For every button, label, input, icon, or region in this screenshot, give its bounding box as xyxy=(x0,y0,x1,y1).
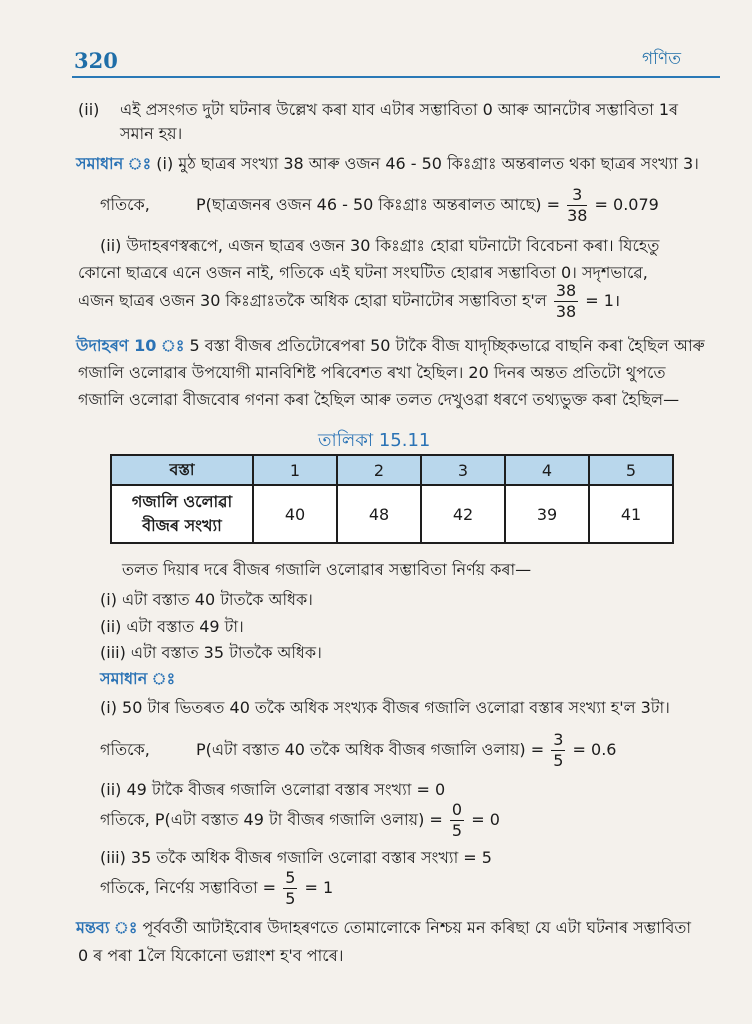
note-text: পূৰ্ববৰ্তী আটাইবোৰ উদাহৰণতে তোমালোকে নিশ্চয় মন কৰিছা যে এটা ঘটনাৰ সম্ভাবিতা xyxy=(142,918,692,937)
text-line: কোনো ছাত্ৰৰে এনে ওজন নাই, গতিকে এই ঘটনা সংঘটিত হোৱাৰ সম্ভাবিতা 0। সদৃশভাৱে, xyxy=(78,263,648,282)
equation-result: = 1 xyxy=(304,878,334,897)
page-number: 320 xyxy=(74,48,118,73)
text-line: সমান হয়। xyxy=(120,124,183,143)
equation-line xyxy=(100,868,333,909)
table-row xyxy=(111,485,673,543)
fraction: $\frac{3}{38}$ xyxy=(567,185,588,225)
equation-line xyxy=(100,800,500,841)
solution-label: সমাধান ঃ xyxy=(76,154,152,173)
table-cell: 4 xyxy=(505,455,589,485)
equation-text: গতিকে, P(এটা বস্তাত 49 টা বীজৰ গজালি ওলায়) = xyxy=(100,810,443,829)
fraction: $\frac{3}{5}$ xyxy=(553,730,564,770)
note-line xyxy=(76,918,691,938)
equation-result: = 0 xyxy=(471,810,500,829)
table-caption: তালিকা 15.11 xyxy=(318,430,431,451)
equation-text: গতিকে, নিৰ্ণেয় সম্ভাবিতা = xyxy=(100,878,277,897)
equation-text: P(ছাত্ৰজনৰ ওজন 46 - 50 কিঃগ্ৰাঃ অন্তৰালত আছে) = xyxy=(195,195,560,214)
table-cell: 42 xyxy=(421,485,505,543)
question-item: (ii) এটা বস্তাত 49 টা। xyxy=(100,617,244,636)
text-line: 0 ৰ পৰা 1লৈ যিকোনো ভগ্নাংশ হ'ব পাৰে। xyxy=(78,946,344,965)
table-cell: 3 xyxy=(421,455,505,485)
text-line: তলত দিয়াৰ দৰে বীজৰ গজালি ওলোৱাৰ সম্ভাবিতা নিৰ্ণয় কৰা— xyxy=(122,560,532,579)
solution-label: সমাধান ঃ xyxy=(100,669,176,688)
equation-line xyxy=(100,730,616,771)
table-cell: 39 xyxy=(505,485,589,543)
text-line: এই প্ৰসংগত দুটা ঘটনাৰ উল্লেখ কৰা যাব এটাৰ সম্ভাবিতা 0 আৰু আনটোৰ সম্ভাবিতা 1ৰ xyxy=(120,100,679,119)
fraction: $\frac{0}{5}$ xyxy=(451,800,463,840)
fraction: $\frac{38}{38}$ xyxy=(555,281,577,321)
table-cell: 5 xyxy=(589,455,673,485)
solution-line xyxy=(76,154,699,174)
example-line xyxy=(76,336,705,356)
equation-prefix: গতিকে, xyxy=(100,195,150,214)
row-label-line: বীজৰ সংখ্যা xyxy=(142,516,222,535)
equation-result: = 0.079 xyxy=(594,195,659,214)
equation-line xyxy=(100,185,659,226)
equation-text: এজন ছাত্ৰৰ ওজন 30 কিঃগ্ৰাঃতকৈ অধিক হোৱা ঘটনাটোৰ সম্ভাবিতা হ'ল xyxy=(78,291,547,310)
text-line: (iii) 35 তকৈ অধিক বীজৰ গজালি ওলোৱা বস্তাৰ সংখ্যা = 5 xyxy=(100,848,492,867)
text-line: গজালি ওলোৱাৰ উপযোগী মানবিশিষ্ট পৰিবেশত ৰখা হৈছিল। 20 দিনৰ অন্তত প্ৰতিটো থুপতে xyxy=(78,363,666,382)
table-header-cell xyxy=(111,485,253,543)
table-cell: 1 xyxy=(253,455,337,485)
row-label-line: গজালি ওলোৱা xyxy=(131,492,233,511)
table-cell: 48 xyxy=(337,485,421,543)
text-line: (ii) 49 টাকৈ বীজৰ গজালি ওলোৱা বস্তাৰ সংখ্যা = 0 xyxy=(100,780,446,799)
equation-result: = 0.6 xyxy=(572,740,617,759)
table-cell: 2 xyxy=(337,455,421,485)
equation-text: P(এটা বস্তাত 40 তকৈ অধিক বীজৰ গজালি ওলায়) = xyxy=(195,740,545,759)
question-item: (iii) এটা বস্তাত 35 টাতকৈ অধিক। xyxy=(100,643,322,662)
section-header: গণিত xyxy=(642,49,682,69)
fraction: $\frac{5}{5}$ xyxy=(285,868,296,908)
table-row xyxy=(111,455,673,485)
header-rule xyxy=(72,76,720,78)
item-number-ii: (ii) xyxy=(78,100,100,119)
note-label: মন্তব্য ঃ xyxy=(76,918,138,937)
table-cell: 41 xyxy=(589,485,673,543)
table-cell: 40 xyxy=(253,485,337,543)
question-item: (i) এটা বস্তাত 40 টাতকৈ অধিক। xyxy=(100,590,313,609)
solution-text: (i) মুঠ ছাত্ৰৰ সংখ্যা 38 আৰু ওজন 46 - 50 কিঃগ্ৰাঃ অন্তৰালত থকা ছাত্ৰৰ সংখ্যা 3। xyxy=(156,154,699,173)
example-label: উদাহৰণ 10 ঃ xyxy=(76,336,185,355)
text-line: গজালি ওলোৱা বীজবোৰ গণনা কৰা হৈছিল আৰু তলত দেখুওৱা ধৰণে তথ্যভুক্ত কৰা হৈছিল— xyxy=(78,390,680,409)
data-table xyxy=(110,454,674,544)
equation-line xyxy=(78,281,620,322)
table-header-cell: বস্তা xyxy=(111,455,253,485)
equation-prefix: গতিকে, xyxy=(100,740,150,759)
equation-result: = 1। xyxy=(585,291,621,310)
text-line: (ii) উদাহৰণস্বৰূপে, এজন ছাত্ৰৰ ওজন 30 কিঃগ্ৰাঃ হোৱা ঘটনাটো বিবেচনা কৰা। যিহেতু xyxy=(100,236,660,255)
text-line: (i) 50 টাৰ ভিতৰত 40 তকৈ অধিক সংখ্যক বীজৰ গজালি ওলোৱা বস্তাৰ সংখ্যা হ'ল 3টা। xyxy=(100,698,670,717)
example-text: 5 বস্তা বীজৰ প্ৰতিটোৰেপৰা 50 টাকৈ বীজ যাদৃচ্ছিকভাৱে বাছনি কৰা হৈছিল আৰু xyxy=(189,336,705,355)
